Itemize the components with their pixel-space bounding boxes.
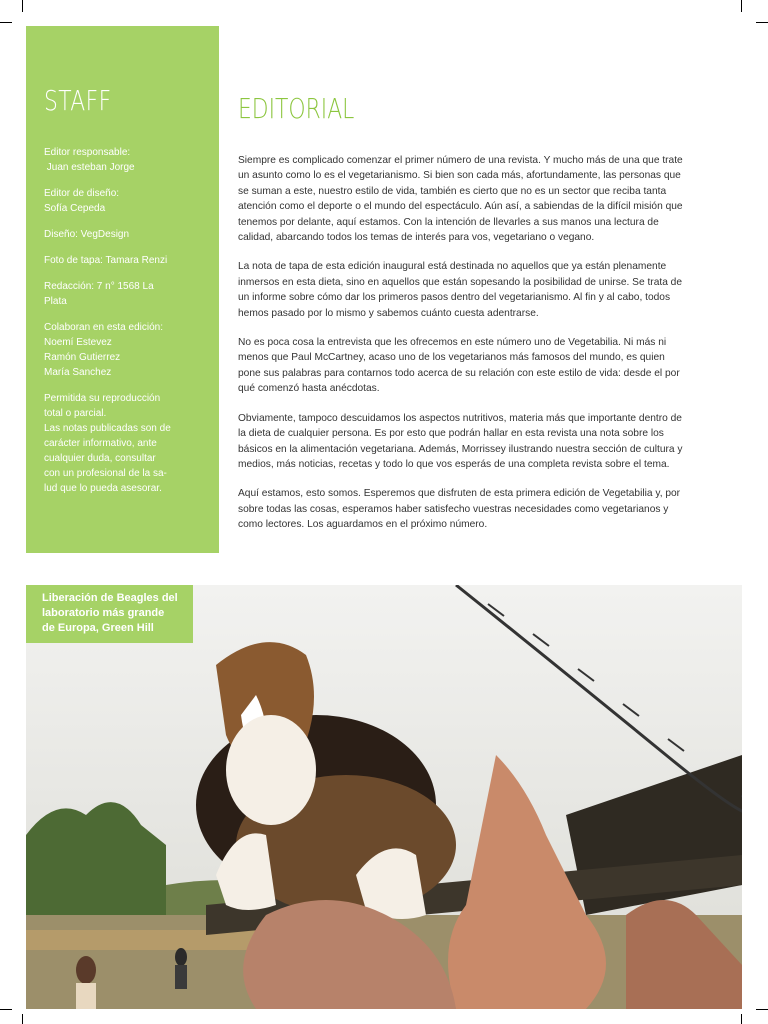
staff-line: Editor responsable: [44,147,131,158]
photo-caption [26,585,193,643]
staff-entry [44,253,194,268]
staff-line: cualquier duda, consultar [44,453,156,464]
editorial-title: EDITORIAL [238,92,355,125]
staff-entry [44,320,194,380]
caption-line: de Europa, Green Hill [42,622,154,634]
crop-mark [756,1009,768,1010]
staff-entry [44,145,194,175]
staff-line: Las notas publicadas son de [44,423,171,434]
staff-line: Sofía Cepeda [44,203,106,214]
beagle-photo [26,585,742,1009]
staff-line: Noemí Estevez [44,337,112,348]
staff-line: Foto de tapa: Tamara Renzi [44,255,168,266]
staff-line: María Sanchez [44,367,112,378]
crop-mark [22,1014,23,1024]
caption-line: Liberación de Beagles del [42,592,178,604]
staff-entry [44,279,194,309]
staff-list [44,145,194,507]
editorial-paragraph: No es poca cosa la entrevista que les ofrecemos en este número uno de Vegetabilia. Ni más ni menos que Paul McCartney, acaso uno de los vegetarianos más famosos del mundo, es quien pone sus palabras para contarnos todo acerca de su relación con este estilo de vida: desde el por qué comenzó hasta anécdotas. [238,337,680,395]
editorial-paragraph: La nota de tapa de esta edición inaugural está destinada no aquellos que ya están plenamente inmersos en esta dieta, sino en aquellos que están sopesando la posibilidad de unirse. Se trata de un informe sobre cómo dar los primeros pasos dentro del vegetarianismo. Al fin y al cabo, todos hemos pasado por lo mismo y sabemos cuánto cuesta adentrarse. [238,261,683,319]
crop-mark [22,0,23,12]
staff-line: carácter informativo, ante [44,438,157,449]
editorial-paragraph: Aquí estamos, esto somos. Esperemos que disfruten de esta primera edición de Vegetabilia y, por sobre todas las cosas, esperamos haber satisfecho vuestras necesidades como vegetarianos y como lectores. Los aguardamos en el próximo número. [238,488,681,531]
staff-title: STAFF [44,84,112,117]
staff-entry [44,391,194,496]
crop-mark [0,22,12,23]
staff-line: total o parcial. [44,408,107,419]
staff-line: Diseño: VegDesign [44,229,130,240]
staff-entry [44,227,194,242]
crop-mark [741,0,742,12]
staff-line: Ramón Gutierrez [44,352,121,363]
staff-line: con un profesional de la sa- [44,468,167,479]
staff-line: Colaboran en esta edición: [44,322,163,333]
staff-line: Editor de diseño: [44,188,120,199]
editorial-paragraph: Obviamente, tampoco descuidamos los aspectos nutritivos, materia más que importante dentro de la dieta de cualquier persona. Es por esto que podrán hallar en esta revista una nota sobre los básicos en la alimentación vegetariana. Además, Morrissey ilustrando nuestra sección de cultura y medios, más noticias, recetas y todo lo que vos esperás de una completa revista sobre el tema. [238,412,683,470]
staff-line: Juan esteban Jorge [44,162,135,173]
crop-mark [756,22,768,23]
crop-mark [741,1014,742,1024]
editorial-paragraph: Siempre es complicado comenzar el primer número de una revista. Y mucho más de una que trate un asunto como lo es el vegetarianismo. Si bien son cada más, afortundamente, las personas que se suman a este, nuestro estilo de vida, también es cierto que no es un sector que reciba tanta atención como el deporte o el mundo del espectáculo. Aún así, a sabiendas de la difícil misión que tenemos por delante, aquí estamos. Con la intención de llevarles a sus manos una lectura de calidad, abarcando todos los temas de interés para vos, vegetariano o vegano. [238,155,683,244]
staff-line: Permitida su reproducción [44,393,161,404]
staff-line: Redacción: 7 n° 1568 La [44,281,154,292]
editorial-body [238,153,690,547]
staff-line: lud que lo pueda asesorar. [44,483,162,494]
staff-line: Plata [44,296,67,307]
caption-line: laboratorio más grande [42,607,165,619]
crop-mark [0,1009,12,1010]
staff-entry [44,186,194,216]
